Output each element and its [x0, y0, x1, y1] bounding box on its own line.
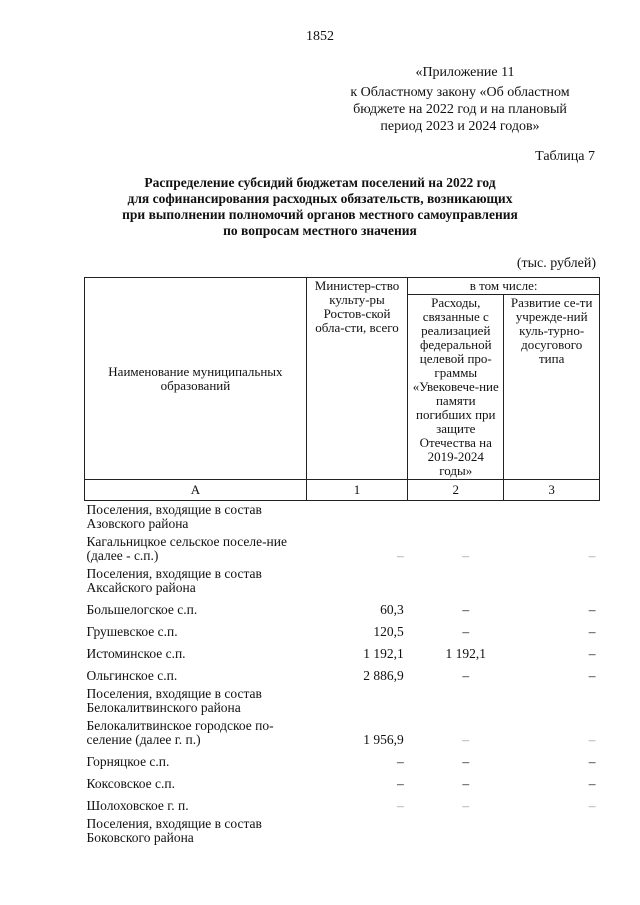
column-number-1: 1 [306, 480, 407, 501]
title-line-2: для софинансирования расходных обязательств, возникающих [127, 191, 513, 206]
value-culture: – [588, 754, 596, 769]
title-line-3: при выполнении полномочий органов местного самоуправления [122, 207, 518, 222]
header-culture-network: Развитие се-ти учрежде-ний куль-турно-досугового типа [504, 295, 600, 480]
column-number-3: 3 [504, 480, 600, 501]
value-memorial: – [462, 602, 470, 617]
column-number-2: 2 [408, 480, 504, 501]
appendix-line-1: «Приложение 11 [415, 65, 515, 80]
value-culture [504, 815, 600, 847]
appendix-note [330, 64, 590, 135]
value-culture: – [588, 668, 596, 683]
value-total [306, 565, 407, 597]
row-name: Поселения, входящие в состав Белокалитвинского района [86, 686, 262, 715]
appendix-line-3: бюджете на 2022 год и на плановый [353, 102, 567, 117]
value-culture: – [588, 732, 596, 747]
value-total: 60,3 [380, 602, 404, 617]
value-total: 120,5 [373, 624, 404, 639]
value-total: – [396, 776, 404, 791]
table-label: Таблица 7 [535, 149, 595, 164]
table-row [85, 685, 600, 717]
title-line-4: по вопросам местного значения [223, 223, 417, 238]
table-row [85, 771, 600, 793]
column-number-a: А [85, 480, 307, 501]
value-memorial: – [462, 732, 470, 747]
table-row [85, 565, 600, 597]
value-memorial: 1 192,1 [445, 646, 486, 661]
table-row [85, 597, 600, 619]
row-name: Большелогское с.п. [86, 602, 198, 617]
value-memorial: – [462, 548, 470, 563]
value-culture: – [588, 602, 596, 617]
row-name: Грушевское с.п. [86, 624, 178, 639]
value-memorial: – [462, 668, 470, 683]
value-culture: – [588, 548, 596, 563]
title-line-1: Распределение субсидий бюджетам поселений на 2022 год [144, 175, 496, 190]
row-name: Коксовское с.п. [86, 776, 175, 791]
value-total: 1 192,1 [363, 646, 404, 661]
row-name: Горняцкое с.п. [86, 754, 170, 769]
value-memorial: – [462, 624, 470, 639]
header-memorial-program: Расходы, связанные с реализацией федеральной целевой про-граммы «Увековече-ние памяти погибших при защите Отечества на 2019-2024 годы» [408, 295, 504, 480]
value-memorial [408, 685, 504, 717]
header-ministry-total: Министер-ство культу-ры Ростов-ской обла-сти, всего [306, 278, 407, 480]
row-name: Кагальницкое сельское поселе-ние (далее - с.п.) [86, 534, 288, 563]
row-name: Поселения, входящие в состав Боковского района [86, 816, 262, 845]
document-title [60, 175, 580, 239]
value-culture: – [588, 624, 596, 639]
header-municipality: Наименование муниципальных образований [85, 278, 307, 480]
units-label: (тыс. рублей) [516, 256, 596, 271]
table-row [85, 619, 600, 641]
value-total [306, 501, 407, 534]
row-name: Поселения, входящие в состав Аксайского района [86, 566, 262, 595]
value-memorial: – [462, 776, 470, 791]
value-memorial [408, 501, 504, 534]
value-culture: – [588, 646, 596, 661]
value-total: 2 886,9 [363, 668, 404, 683]
page-number: 1852 [306, 29, 334, 44]
row-name: Ольгинское с.п. [86, 668, 178, 683]
value-total: – [396, 798, 404, 813]
header-including: в том числе: [408, 278, 600, 295]
table-row [85, 717, 600, 749]
row-name: Белокалитвинское городское по-селение (далее г. п.) [86, 718, 274, 747]
row-name: Истоминское с.п. [86, 646, 186, 661]
table-row [85, 793, 600, 815]
appendix-line-4: период 2023 и 2024 годов» [380, 119, 540, 134]
value-culture [504, 565, 600, 597]
value-culture: – [588, 776, 596, 791]
value-memorial: – [462, 754, 470, 769]
value-culture [504, 501, 600, 534]
value-memorial [408, 565, 504, 597]
table-row [85, 641, 600, 663]
value-total: – [396, 754, 404, 769]
row-name: Шолоховское г. п. [86, 798, 189, 813]
table-row [85, 815, 600, 847]
value-memorial [408, 815, 504, 847]
table-row [85, 533, 600, 565]
value-total: 1 956,9 [363, 732, 404, 747]
table-row [85, 663, 600, 685]
table-row [85, 749, 600, 771]
row-name: Поселения, входящие в состав Азовского района [86, 502, 262, 531]
value-total: – [396, 548, 404, 563]
appendix-line-2: к Областному закону «Об областном [350, 85, 570, 100]
value-total [306, 815, 407, 847]
value-culture [504, 685, 600, 717]
value-total [306, 685, 407, 717]
subsidy-table [84, 277, 600, 847]
value-culture: – [588, 798, 596, 813]
value-memorial: – [462, 798, 470, 813]
table-row [85, 501, 600, 534]
